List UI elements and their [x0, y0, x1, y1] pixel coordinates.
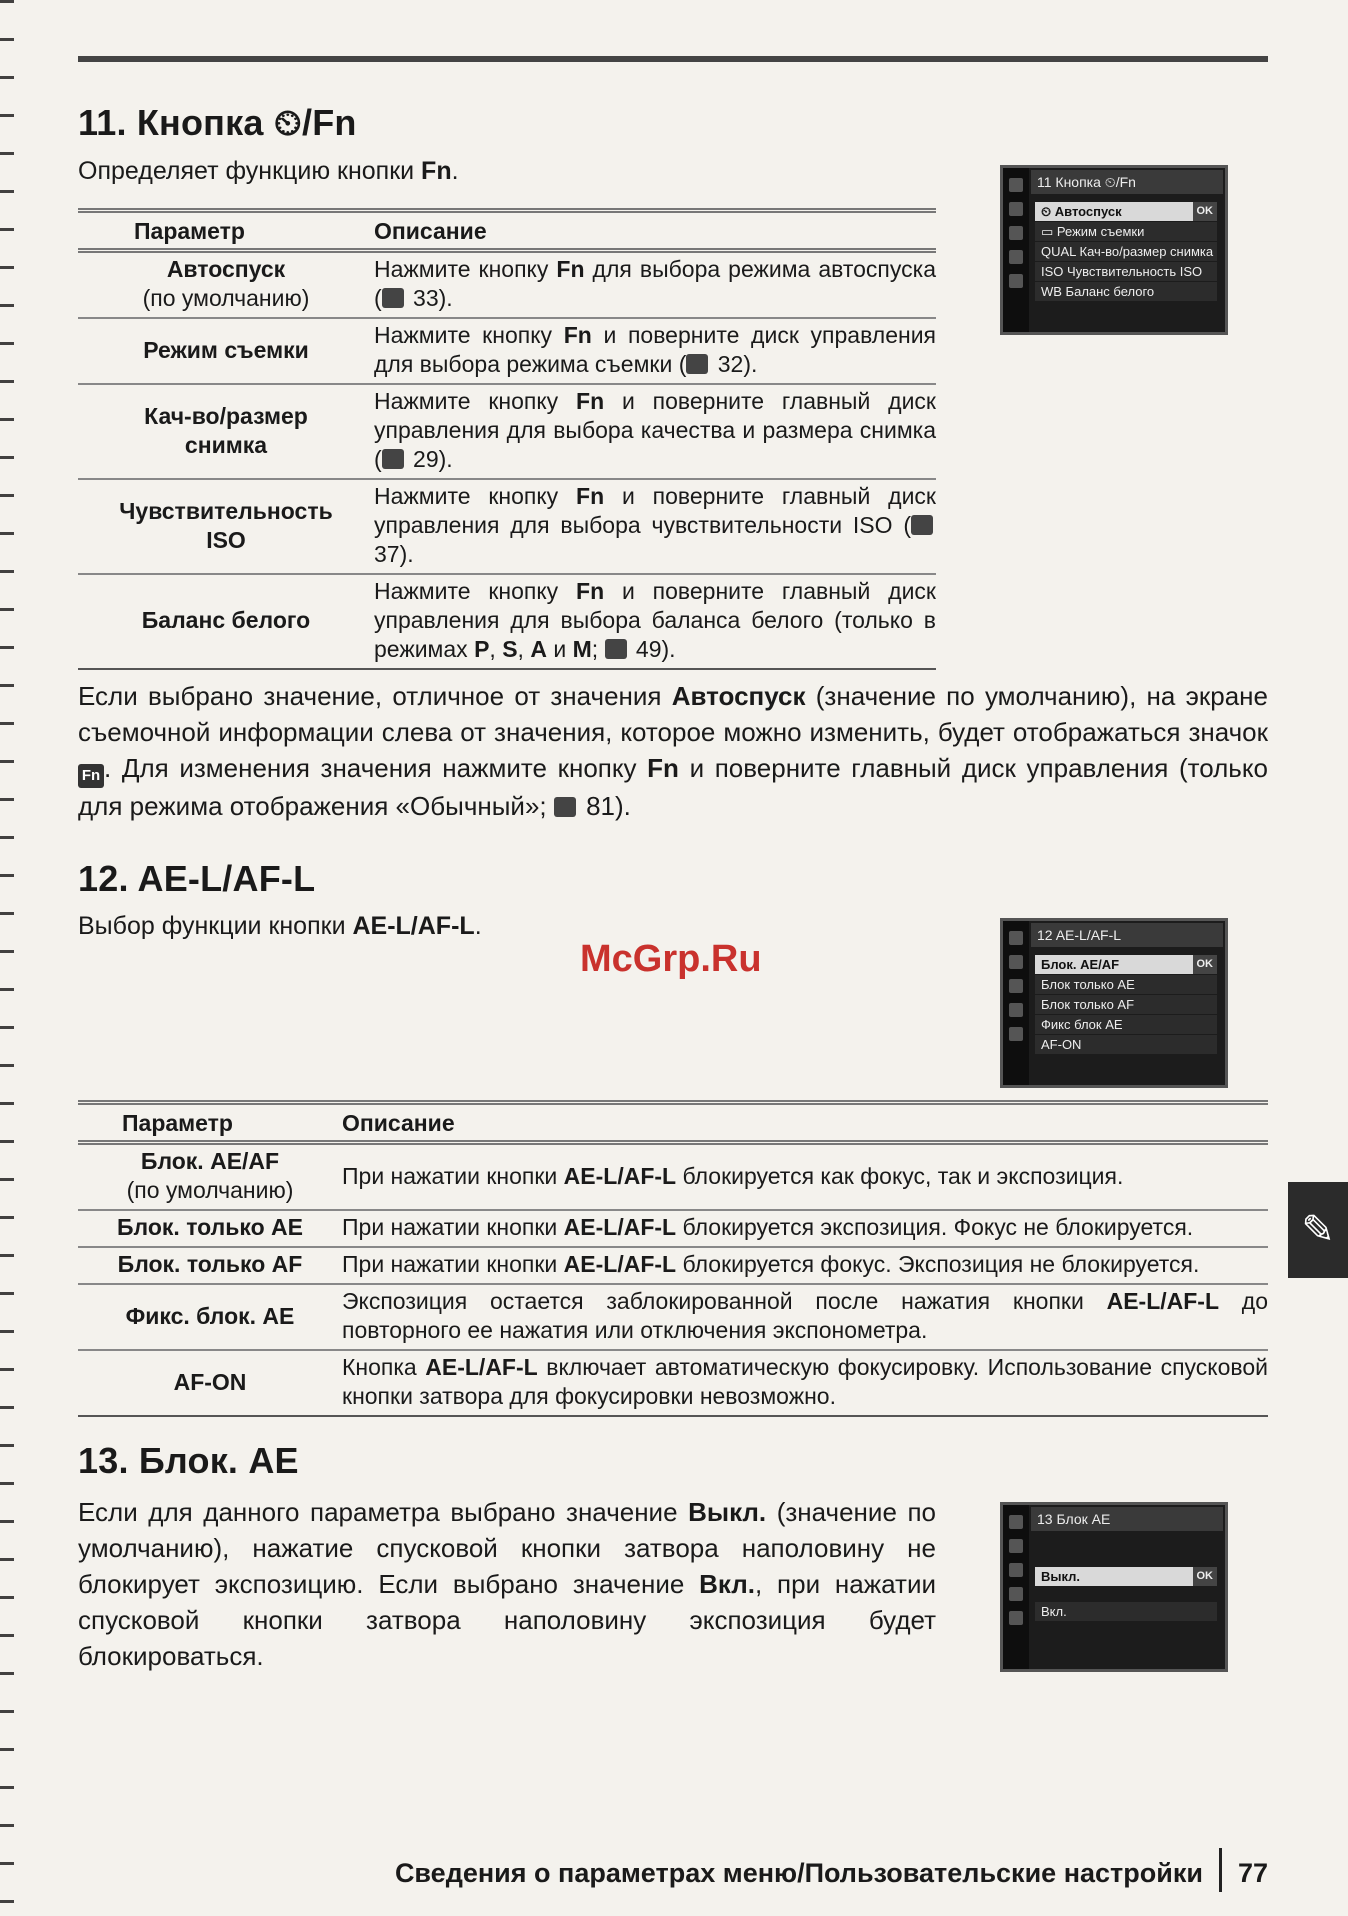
pencil-icon: ✎ — [1288, 1182, 1348, 1278]
screen-sidebar — [1003, 921, 1029, 1085]
footer — [395, 1848, 1268, 1892]
param-cell: Блок. только AE — [78, 1210, 342, 1247]
section-12-lead: Выбор функции кнопки AE-L/AF-L. — [78, 912, 482, 940]
desc-cell: При нажатии кнопки AE-L/AF-L блокируется как фокус, так и экспозиция. — [342, 1143, 1268, 1211]
table-11 — [78, 208, 936, 670]
table-row — [78, 479, 936, 574]
param-cell: Автоспуск (по умолчанию) — [78, 251, 374, 319]
screen-title: 13 Блок AE — [1031, 1507, 1223, 1531]
page-ref-icon — [605, 639, 627, 659]
screen-sidebar — [1003, 1505, 1029, 1669]
section-13 — [78, 1440, 299, 1482]
table-row — [78, 1284, 1268, 1350]
screen-menu-item: WB Баланс белого — [1035, 282, 1217, 301]
desc-cell: Нажмите кнопку Fn и поверните диск управления для выбора режима съемки ( 32). — [374, 318, 936, 384]
section-11-lead: Определяет функцию кнопки Fn. — [78, 157, 459, 185]
param-cell: Блок. AE/AF (по умолчанию) — [78, 1143, 342, 1211]
screen-sidebar — [1003, 168, 1029, 332]
screen-menu-item: AF-ON — [1035, 1035, 1217, 1054]
page-ref-icon — [554, 797, 576, 817]
param-cell: Кач-во/размер снимка — [78, 384, 374, 479]
menu-tab-icon — [1009, 979, 1023, 993]
binding-edge — [0, 0, 14, 1916]
param-cell: Режим съемки — [78, 318, 374, 384]
desc-cell: При нажатии кнопки AE-L/AF-L блокируется экспозиция. Фокус не блокируется. — [342, 1210, 1268, 1247]
screen-menu-item: Блок. AE/AF OK — [1035, 955, 1217, 974]
table-row — [78, 1247, 1268, 1284]
page-ref-icon — [382, 449, 404, 469]
desc-cell: Кнопка AE-L/AF-L включает автоматическую фокусировку. Использование спусковой кнопки затвора для фокусировки невозможно. — [342, 1350, 1268, 1416]
screen-title: 11 Кнопка ⏲/Fn — [1031, 170, 1223, 194]
menu-tab-icon — [1009, 250, 1023, 264]
section-13-text: Если для данного параметра выбрано значение Выкл. (значение по умолчанию), нажатие спусковой кнопки затвора наполовину не блокирует экспозицию. Если выбрано значение Вкл., при нажатии спусковой кнопки затвора наполовину экспозиция будет блокироваться. — [78, 1497, 936, 1671]
menu-tab-icon — [1009, 1611, 1023, 1625]
section-11-note: Если выбрано значение, отличное от значения Автоспуск (значение по умолчанию), на экране съемочной информации слева от значения, которое можно изменить, будет отображаться значок Fn . Для изменения значения нажмите кнопку Fn и поверните главный диск управления (только для режима отображения «Обычный»; 81). — [78, 681, 1268, 821]
screen-title: 12 AE-L/AF-L — [1031, 923, 1223, 947]
param-cell: Фикс. блок. AE — [78, 1284, 342, 1350]
param-cell: Баланс белого — [78, 574, 374, 669]
table-11-wrap — [78, 208, 936, 670]
menu-tab-icon — [1009, 178, 1023, 192]
menu-tab-icon — [1009, 226, 1023, 240]
fn-icon: Fn — [78, 764, 104, 788]
page-ref-icon — [686, 354, 708, 374]
table-row — [78, 318, 936, 384]
menu-tab-icon — [1009, 1003, 1023, 1017]
menu-tab-icon — [1009, 931, 1023, 945]
section-11-title: 11. Кнопка ⏲/Fn — [78, 102, 357, 143]
col-param: Параметр — [78, 1103, 342, 1143]
footer-title: Сведения о параметрах меню/Пользовательские настройки — [394, 1858, 1203, 1888]
screen-menu-item: Фикс блок AE — [1035, 1015, 1217, 1034]
menu-tab-icon — [1009, 1515, 1023, 1529]
page-ref-icon — [382, 288, 404, 308]
table-row — [78, 1210, 1268, 1247]
footer-separator — [1219, 1848, 1222, 1892]
menu-tab-icon — [1009, 202, 1023, 216]
top-rule — [78, 56, 1268, 62]
table-row — [78, 1350, 1268, 1416]
section-11 — [78, 102, 459, 186]
camera-screen-13 — [1000, 1502, 1228, 1672]
menu-tab-icon — [1009, 1587, 1023, 1601]
table-row — [78, 574, 936, 669]
section-13-title: 13. Блок. AE — [78, 1440, 299, 1481]
camera-screen-12 — [1000, 918, 1228, 1088]
ok-badge: OK — [1193, 1567, 1218, 1586]
ok-badge: OK — [1193, 955, 1218, 974]
col-desc: Описание — [374, 211, 936, 251]
screen-menu-item: QUAL Кач-во/размер снимка — [1035, 242, 1217, 261]
col-desc: Описание — [342, 1103, 1268, 1143]
param-cell: AF-ON — [78, 1350, 342, 1416]
menu-tab-icon — [1009, 1539, 1023, 1553]
page-number: 77 — [1237, 1858, 1268, 1888]
table-row — [78, 384, 936, 479]
screen-menu-item: ⏲ Автоспуск OK — [1035, 202, 1217, 221]
screen-menu-item: Выкл. OK — [1035, 1567, 1217, 1586]
desc-cell: Нажмите кнопку Fn и поверните главный диск управления для выбора качества и размера снимка ( 29). — [374, 384, 936, 479]
menu-tab-icon — [1009, 274, 1023, 288]
desc-cell: При нажатии кнопки AE-L/AF-L блокируется фокус. Экспозиция не блокируется. — [342, 1247, 1268, 1284]
screen-menu-item: ▭ Режим съемки — [1035, 222, 1217, 241]
watermark: McGrp.Ru — [580, 938, 762, 980]
ok-badge: OK — [1193, 202, 1218, 221]
table-12-wrap — [78, 1100, 1268, 1417]
screen-menu-item: ISO Чувствительность ISO — [1035, 262, 1217, 281]
camera-screen-11 — [1000, 165, 1228, 335]
menu-tab-icon — [1009, 1563, 1023, 1577]
desc-cell: Нажмите кнопку Fn и поверните главный диск управления для выбора баланса белого (только в режимах P, S, A и M; 49). — [374, 574, 936, 669]
menu-tab-icon — [1009, 1027, 1023, 1041]
screen-menu-item: Блок только AE — [1035, 975, 1217, 994]
param-cell: Чувствительность ISO — [78, 479, 374, 574]
col-param: Параметр — [78, 211, 374, 251]
table-12 — [78, 1100, 1268, 1417]
desc-cell: Нажмите кнопку Fn и поверните главный диск управления для выбора чувствительности ISO ( 37). — [374, 479, 936, 574]
page-ref-icon — [911, 515, 933, 535]
desc-cell: Экспозиция остается заблокированной после нажатия кнопки AE-L/AF-L до повторного ее нажатия или отключения экспонометра. — [342, 1284, 1268, 1350]
menu-tab-icon — [1009, 955, 1023, 969]
screen-menu-item: Вкл. — [1035, 1602, 1217, 1621]
section-12 — [78, 858, 482, 941]
desc-cell: Нажмите кнопку Fn для выбора режима автоспуска ( 33). — [374, 251, 936, 319]
screen-menu-item: Блок только AF — [1035, 995, 1217, 1014]
section-12-title: 12. AE-L/AF-L — [78, 858, 316, 899]
param-cell: Блок. только AF — [78, 1247, 342, 1284]
table-row — [78, 1143, 1268, 1211]
table-row — [78, 251, 936, 319]
